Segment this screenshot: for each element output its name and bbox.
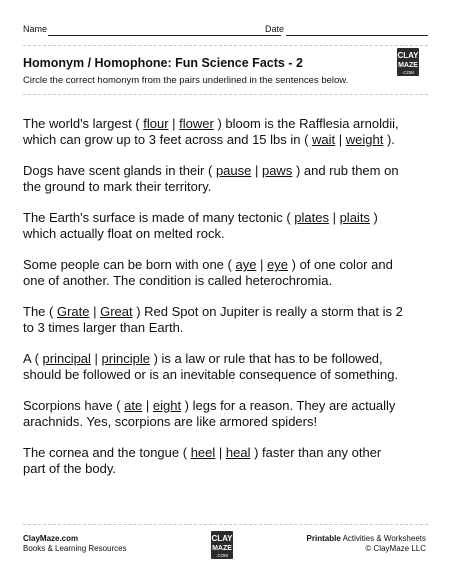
sentence-text: | — [168, 116, 180, 131]
sentence-1 — [23, 116, 433, 148]
worksheet-title: Homonym / Homophone: Fun Science Facts - 2 — [23, 56, 303, 70]
sentence-text: Some people can be born with one ( — [23, 257, 236, 272]
footer-printable — [307, 534, 426, 544]
footer-printable-bold: Printable — [306, 534, 341, 543]
homonym-choice[interactable]: heel — [190, 445, 216, 460]
name-label: Name — [23, 24, 48, 34]
sentence-text: | — [215, 445, 226, 460]
date-label: Date — [265, 24, 285, 34]
sentence-7 — [23, 398, 433, 430]
sentence-text: ) bloom is the Rafflesia arnoldii, which can grow up to 3 feet across and 15 lbs in ( — [23, 116, 399, 147]
claymaze-logo-icon — [396, 47, 420, 77]
claymaze-footer-logo-icon — [210, 530, 234, 560]
sentence-2 — [23, 163, 433, 195]
homonym-choice[interactable]: flour — [143, 116, 169, 131]
sentence-8 — [23, 445, 433, 477]
homonym-choice[interactable]: principle — [101, 351, 150, 366]
logo-text-line1: CLAY — [397, 51, 419, 60]
homonym-choice[interactable]: eight — [152, 398, 182, 413]
sentence-text: | — [335, 132, 346, 147]
sentence-text: ) legs for a reason. They are actually arachnids. Yes, scorpions are like armored spiders! — [23, 398, 396, 429]
sentence-text: Dogs have scent glands in their ( — [23, 163, 216, 178]
footer-site: ClayMaze.com — [23, 534, 79, 543]
sentence-text: Scorpions have ( — [23, 398, 125, 413]
homonym-choice[interactable]: Grate — [56, 304, 90, 319]
homonym-choice[interactable]: weight — [345, 132, 384, 147]
sentence-text: ) faster than any other part of the body. — [23, 445, 382, 476]
sentence-6 — [23, 351, 433, 383]
sentence-text: | — [90, 351, 102, 366]
sentence-text: ) and rub them on the ground to mark their territory. — [23, 163, 399, 194]
sentence-text: The world's largest ( — [23, 116, 144, 131]
sentence-text: ). — [383, 132, 395, 147]
sentence-5 — [23, 304, 433, 336]
footer-logo-text-line2: MAZE — [212, 545, 232, 552]
homonym-choice[interactable]: wait — [312, 132, 336, 147]
sentence-4 — [23, 257, 433, 289]
homonym-choice[interactable]: eye — [267, 257, 289, 272]
footer-copyright: © ClayMaze LLC — [365, 544, 426, 553]
sentence-text: ) is a law or rule that has to be followed, should be followed or is an inevitable consequence of something. — [23, 351, 399, 382]
footer-tagline: Books & Learning Resources — [23, 544, 127, 553]
homonym-choice[interactable]: plaits — [339, 210, 370, 225]
footer-divider — [23, 524, 428, 525]
sentence-text: The ( — [23, 304, 57, 319]
footer-logo-text-line3: .COM — [216, 553, 228, 558]
name-date-fields — [23, 24, 428, 40]
homonym-choice[interactable]: ate — [124, 398, 143, 413]
sentence-text: | — [89, 304, 101, 319]
sentence-text: A ( — [23, 351, 43, 366]
sentence-text: The Earth's surface is made of many tectonic ( — [23, 210, 295, 225]
homonym-choice[interactable]: aye — [235, 257, 257, 272]
homonym-choice[interactable]: plates — [294, 210, 329, 225]
footer-left — [23, 534, 127, 554]
footer-right — [307, 534, 426, 554]
sentence-3 — [23, 210, 433, 242]
homonym-choice[interactable]: heal — [225, 445, 251, 460]
homonym-choice[interactable]: paws — [261, 163, 293, 178]
sentence-text: ) Red Spot on Jupiter is really a storm that is 2 to 3 times larger than Earth. — [23, 304, 403, 335]
sentence-text: | — [256, 257, 268, 272]
header-divider — [23, 94, 428, 95]
top-divider — [23, 45, 428, 46]
worksheet-instructions: Circle the correct homonym from the pairs underlined in the sentences below. — [23, 75, 349, 86]
logo-text-line3: .COM — [402, 70, 414, 75]
sentence-list — [23, 116, 433, 492]
sentence-text: The cornea and the tongue ( — [23, 445, 191, 460]
sentence-text: | — [251, 163, 262, 178]
footer-logo-text-line1: CLAY — [211, 534, 233, 543]
sentence-text: ) which actually float on melted rock. — [23, 210, 378, 241]
homonym-choice[interactable]: principal — [42, 351, 91, 366]
homonym-choice[interactable]: pause — [215, 163, 252, 178]
homonym-choice[interactable]: Great — [100, 304, 133, 319]
homonym-choice[interactable]: flower — [179, 116, 214, 131]
date-line[interactable] — [286, 35, 428, 36]
sentence-text: | — [328, 210, 340, 225]
footer-printable-rest: Activities & Worksheets — [340, 534, 426, 543]
logo-text-line2: MAZE — [398, 62, 418, 69]
sentence-text: | — [142, 398, 153, 413]
name-line[interactable] — [48, 35, 281, 36]
sentence-text: ) of one color and one of another. The condition is called heterochromia. — [23, 257, 393, 288]
